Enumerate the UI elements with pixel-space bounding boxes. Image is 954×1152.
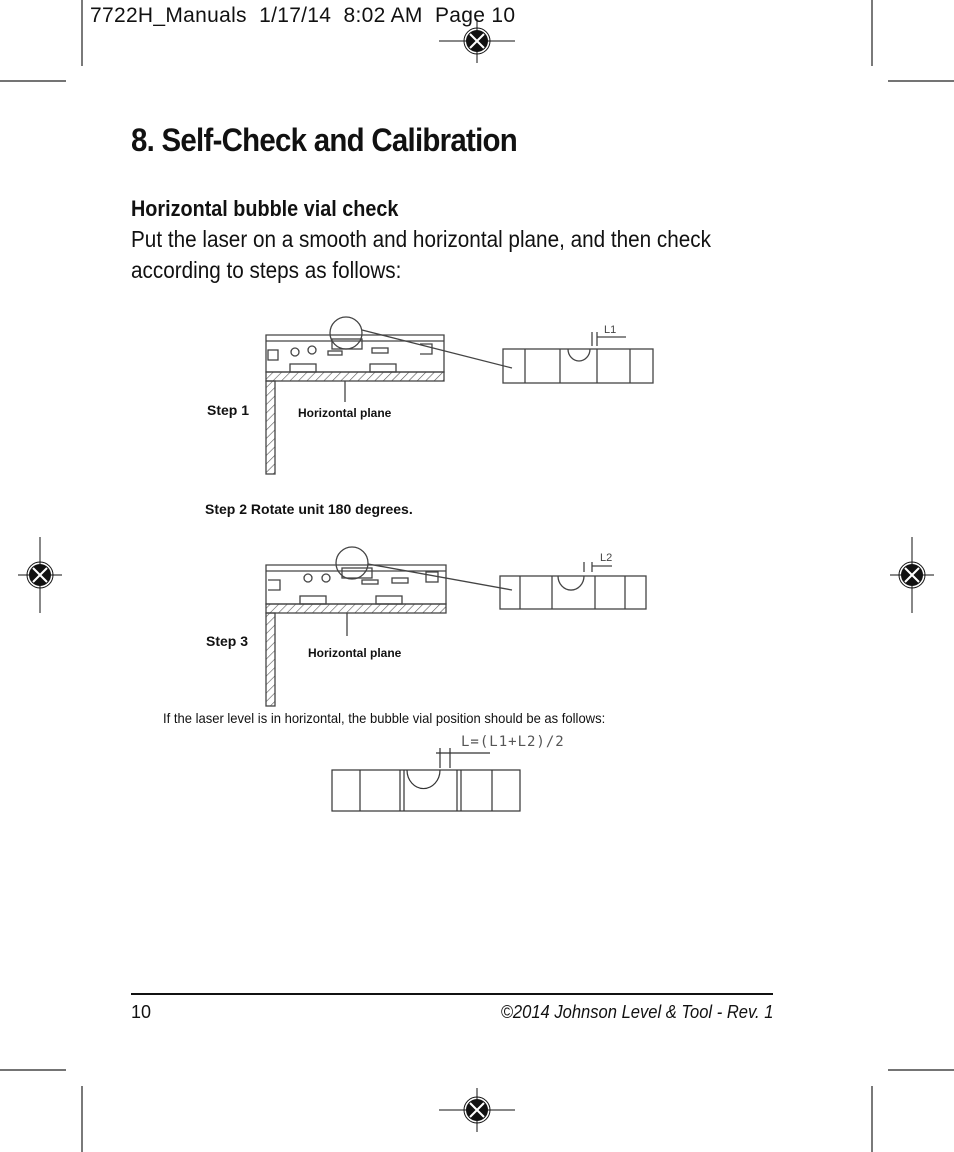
calibration-caption: If the laser level is in horizontal, the bubble vial position should be as follows: [163, 710, 606, 726]
copyright-notice: ©2014 Johnson Level & Tool - Rev. 1 [500, 1002, 773, 1022]
step3-label: Step 3 [206, 633, 249, 649]
print-slug-line: 7722H_Manuals 1/17/14 8:02 AM Page 10 [90, 4, 516, 27]
step3-plane-label: Horizontal plane [308, 646, 402, 660]
footer-rule [131, 993, 773, 995]
calibration-formula: L=(L1+L2)/2 [461, 734, 565, 750]
section-body: Put the laser on a smooth and horizontal plane, and then check according to steps as follows: [131, 226, 711, 283]
step1-label: Step 1 [207, 402, 250, 418]
step2-label: Step 2 Rotate unit 180 degrees. [205, 501, 413, 517]
section-heading: Horizontal bubble vial check [131, 196, 399, 221]
step1-offset-label: L1 [604, 324, 617, 336]
step3-offset-label: L2 [600, 552, 613, 564]
step1-plane-label: Horizontal plane [298, 406, 392, 420]
page-number: 10 [131, 1002, 152, 1022]
page-title: 8. Self-Check and Calibration [131, 122, 518, 158]
